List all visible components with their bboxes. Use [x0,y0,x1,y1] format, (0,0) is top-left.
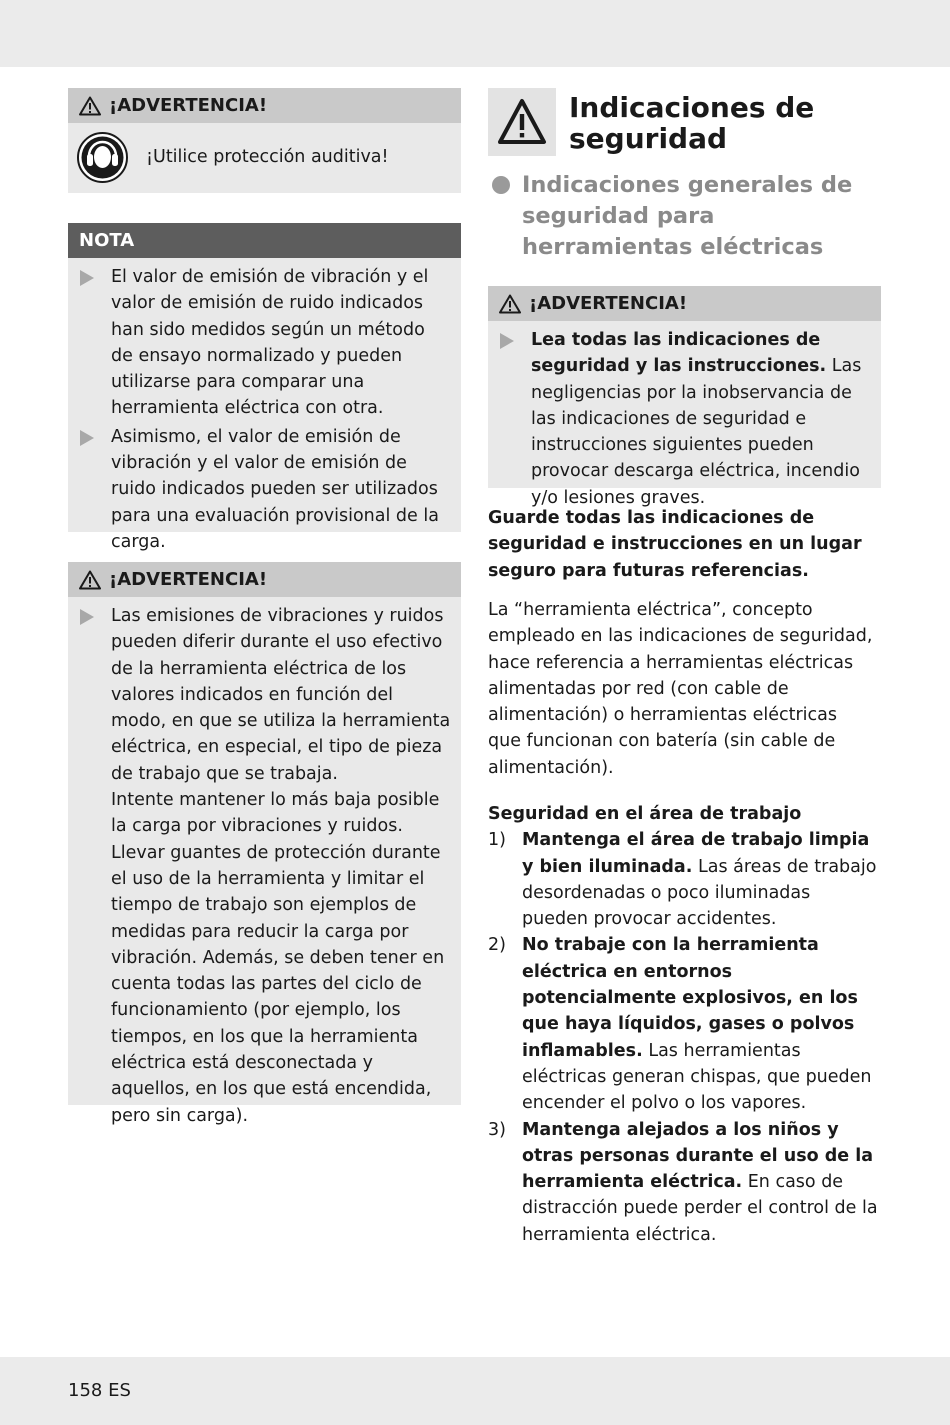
warning-box-general [488,286,881,508]
ear-protection-icon [77,132,128,183]
warning-header [68,88,461,123]
bullet-arrow-icon [80,609,94,625]
warning-icon [499,294,521,314]
page-number: 158 ES [68,1380,131,1401]
bullet-arrow-icon [80,270,94,286]
warning-large-icon [488,88,556,156]
top-band [0,0,950,67]
warning-item [68,603,451,1129]
warning-box-hearing [68,88,461,193]
warning-header [488,286,881,321]
work-area-section [488,801,881,1248]
vibration-paragraph-2: Intente mantener lo más baja posible la carga por vibraciones y ruidos. Llevar guantes de protección durante el uso de la herramienta y limitar el tiempo de trabajo son ejemplos de medidas para reducir la carga por vibración. Además, se deben tener en cuenta todas las partes del ciclo de funcionamiento (por ejemplo, los tiempos, en los que la herramienta eléctrica está desconectada y aquellos, en los que está encendida, pero sin carga). [111,790,445,1126]
vibration-paragraph-1: Las emisiones de vibraciones y ruidos pueden diferir durante el uso efectivo de la herramienta eléctrica de los valores indicados en función del modo, en que se utiliza la herramienta eléctrica, en especial, el tipo de pieza de trabajo que se trabaja. [111,606,451,784]
section-subtitle: Indicaciones generales de seguridad para herramientas eléctricas [522,172,853,260]
warning-icon [79,96,101,116]
warning-item [488,327,873,511]
list-item: 3) Mantenga alejados a los niños y otras personas durante el uso de la herramienta eléctrica. En caso de distracción puede perder el control de la herramienta eléctrica. [488,1119,878,1245]
warning-bold-text: Lea todas las indicaciones de seguridad y las instrucciones. [531,330,827,377]
warning-box-vibration [68,562,461,1126]
footer-band [0,1357,950,1425]
warning-body-text: Las negligencias por la inobservancia de las indicaciones de seguridad e instrucciones siguientes pueden provocar descarga eléctrica, incendio y/o lesiones graves. [531,356,862,508]
note-item: Asimismo, el valor de emisión de vibración y el valor de emisión de ruido indicados pueden ser utilizados para una evaluación provisional de la carga. [68,424,451,555]
note-header: NOTA [68,223,461,258]
definition-paragraph: La “herramienta eléctrica”, concepto empleado en las indicaciones de seguridad, hace referencia a herramientas eléctricas alimentadas por red (con cable de alimentación) o herramientas eléctricas que funcionan con batería (sin cable de alimentación). [488,600,873,778]
note-item: El valor de emisión de vibración y el valor de emisión de ruido indicados han sido medidos según un método de ensayo normalizado y pueden utilizarse para comparar una herramienta eléctrica con otra. [68,264,451,422]
section-icon-box [488,88,556,156]
list-item: 2) No trabaje con la herramienta eléctrica en entornos potencialmente explosivos, en los que haya líquidos, gases o polvos inflamables. Las herramientas eléctricas generan chispas, que pueden encender el polvo o los vapores. [488,935,872,1114]
subtitle-bullet-icon [492,176,510,194]
bullet-arrow-icon [500,333,514,349]
warning-title: ¡ADVERTENCIA! [529,293,688,314]
section-title: Indicaciones de seguridad [569,91,815,155]
keep-instructions-note: Guarde todas las indicaciones de seguridad e instrucciones en un lugar seguro para futuras referencias. [488,508,862,581]
note-box [68,223,461,552]
work-area-heading: Seguridad en el área de trabajo [488,804,802,824]
warning-icon [79,570,101,590]
hearing-protection-text: ¡Utilice protección auditiva! [146,147,389,167]
warning-title: ¡ADVERTENCIA! [109,569,268,590]
bullet-arrow-icon [80,430,94,446]
warning-title: ¡ADVERTENCIA! [109,95,268,116]
warning-header [68,562,461,597]
list-item: 1) Mantenga el área de trabajo limpia y bien iluminada. Las áreas de trabajo desordenadas o poco iluminadas pueden provocar accidentes. [488,830,877,930]
